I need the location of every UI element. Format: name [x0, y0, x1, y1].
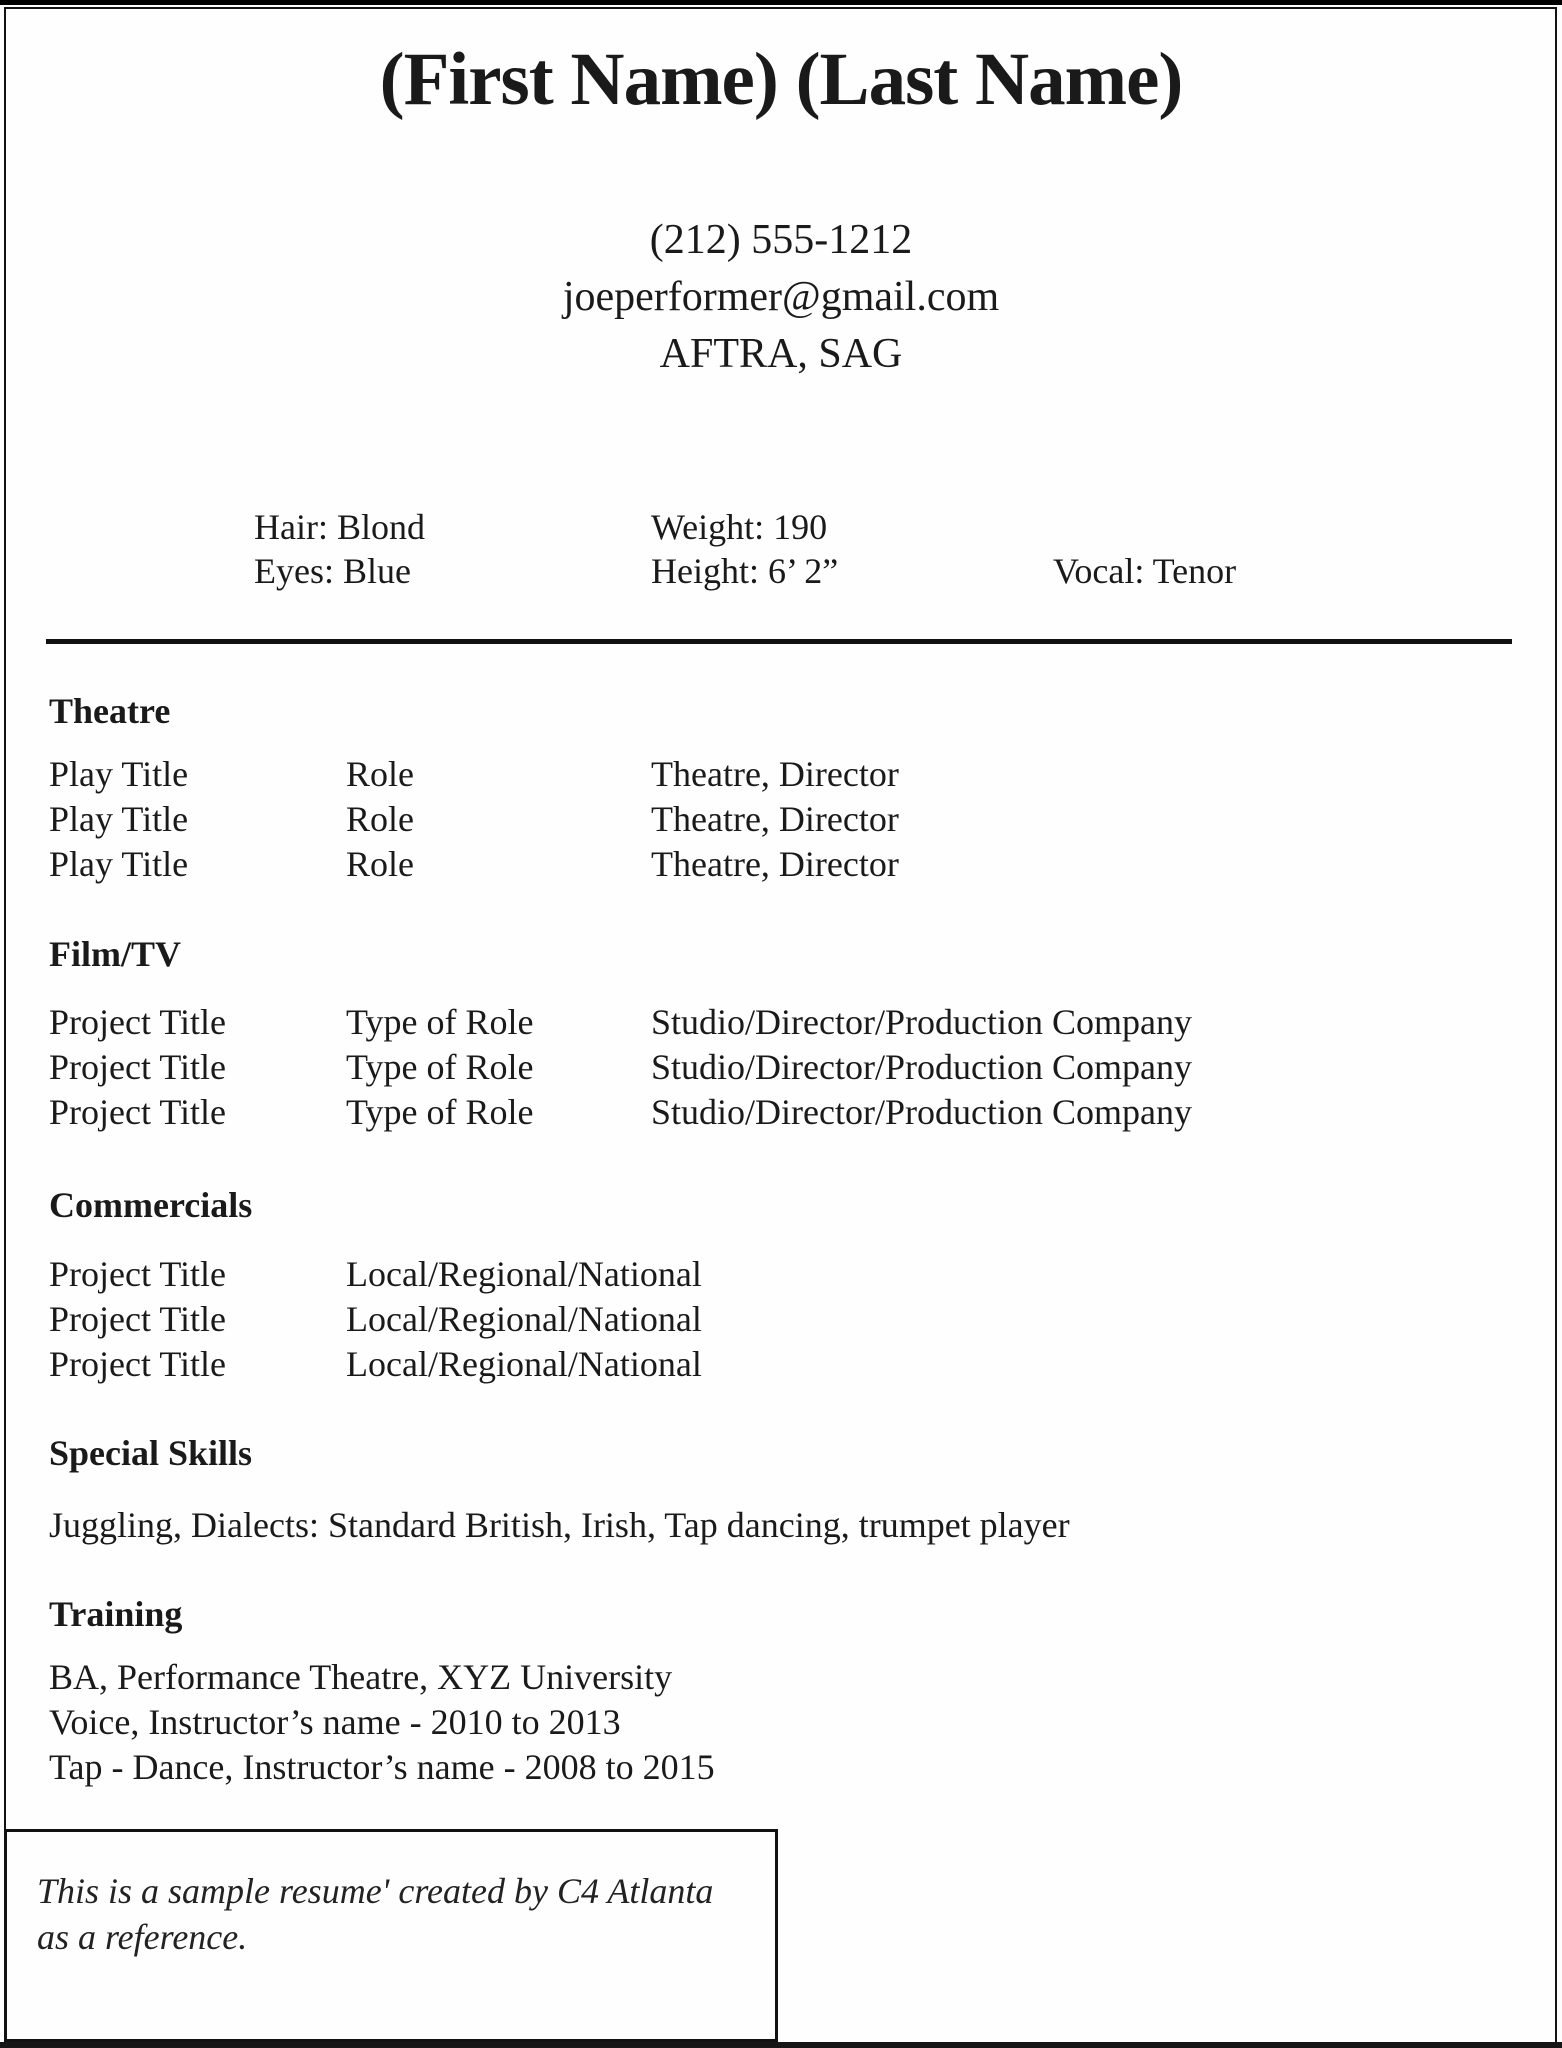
role-type-cell: Type of Role: [346, 1002, 534, 1042]
role-cell: Role: [346, 754, 414, 794]
play-title-cell: Play Title: [49, 754, 189, 794]
project-title-cell: Project Title: [49, 1092, 227, 1132]
project-title-cell: Project Title: [49, 1344, 227, 1384]
studio-cell: Studio/Director/Production Company: [651, 1002, 1192, 1042]
section-divider-rule: [46, 639, 1512, 644]
sample-note-box: [4, 1829, 778, 2042]
email-text: joeperformer@gmail.com: [562, 274, 1000, 320]
section-heading-training: Training: [49, 1594, 183, 1634]
commercials-rows: [49, 1252, 1552, 1387]
table-row: [49, 1045, 1552, 1090]
play-title-cell: Play Title: [49, 844, 189, 884]
table-row: [49, 752, 1552, 797]
theatre-rows: [49, 752, 1552, 887]
film-tv-rows: [49, 1000, 1552, 1135]
stat-weight: Weight: 190: [651, 507, 828, 547]
stat-vocal: Vocal: Tenor: [1053, 551, 1237, 591]
stat-eyes: Eyes: Blue: [254, 551, 411, 591]
phone-text: (212) 555-1212: [649, 217, 913, 263]
role-type-cell: Type of Role: [346, 1047, 534, 1087]
page-bottom-edge-bar: [0, 2042, 1562, 2048]
studio-cell: Studio/Director/Production Company: [651, 1047, 1192, 1087]
section-heading-theatre: Theatre: [49, 691, 171, 731]
name-title: (First Name) (Last Name): [379, 38, 1183, 121]
project-title-cell: Project Title: [49, 1047, 227, 1087]
training-line-tap: Tap - Dance, Instructor’s name - 2008 to 2015: [49, 1747, 715, 1787]
section-heading-film-tv: Film/TV: [49, 934, 181, 974]
play-title-cell: Play Title: [49, 799, 189, 839]
studio-cell: Studio/Director/Production Company: [651, 1092, 1192, 1132]
theatre-director-cell: Theatre, Director: [651, 754, 899, 794]
table-row: [49, 1252, 1552, 1297]
unions-text: AFTRA, SAG: [659, 331, 903, 377]
table-row: [49, 1342, 1552, 1387]
role-type-cell: Type of Role: [346, 1092, 534, 1132]
stats-block: [0, 505, 1562, 595]
training-line-degree: BA, Performance Theatre, XYZ University: [49, 1657, 673, 1697]
table-row: [49, 1000, 1552, 1045]
project-title-cell: Project Title: [49, 1254, 227, 1294]
training-lines: [49, 1655, 1552, 1790]
market-cell: Local/Regional/National: [346, 1254, 702, 1294]
table-row: [49, 797, 1552, 842]
role-cell: Role: [346, 799, 414, 839]
project-title-cell: Project Title: [49, 1002, 227, 1042]
training-line-voice: Voice, Instructor’s name - 2010 to 2013: [49, 1702, 621, 1742]
page-top-edge-bar: [0, 0, 1562, 5]
table-row: [49, 842, 1552, 887]
market-cell: Local/Regional/National: [346, 1344, 702, 1384]
theatre-director-cell: Theatre, Director: [651, 799, 899, 839]
special-skills-text: Juggling, Dialects: Standard British, Irish, Tap dancing, trumpet player: [49, 1505, 1070, 1545]
table-row: [49, 1297, 1552, 1342]
role-cell: Role: [346, 844, 414, 884]
project-title-cell: Project Title: [49, 1299, 227, 1339]
stat-height: Height: 6’ 2”: [651, 551, 839, 591]
sample-note-text: This is a sample resume' created by C4 Atlanta as a reference.: [37, 1871, 714, 1957]
section-heading-special-skills: Special Skills: [49, 1433, 253, 1473]
stat-hair: Hair: Blond: [254, 507, 425, 547]
market-cell: Local/Regional/National: [346, 1299, 702, 1339]
section-heading-commercials: Commercials: [49, 1185, 253, 1225]
contact-block: [0, 212, 1562, 383]
theatre-director-cell: Theatre, Director: [651, 844, 899, 884]
table-row: [49, 1090, 1552, 1135]
